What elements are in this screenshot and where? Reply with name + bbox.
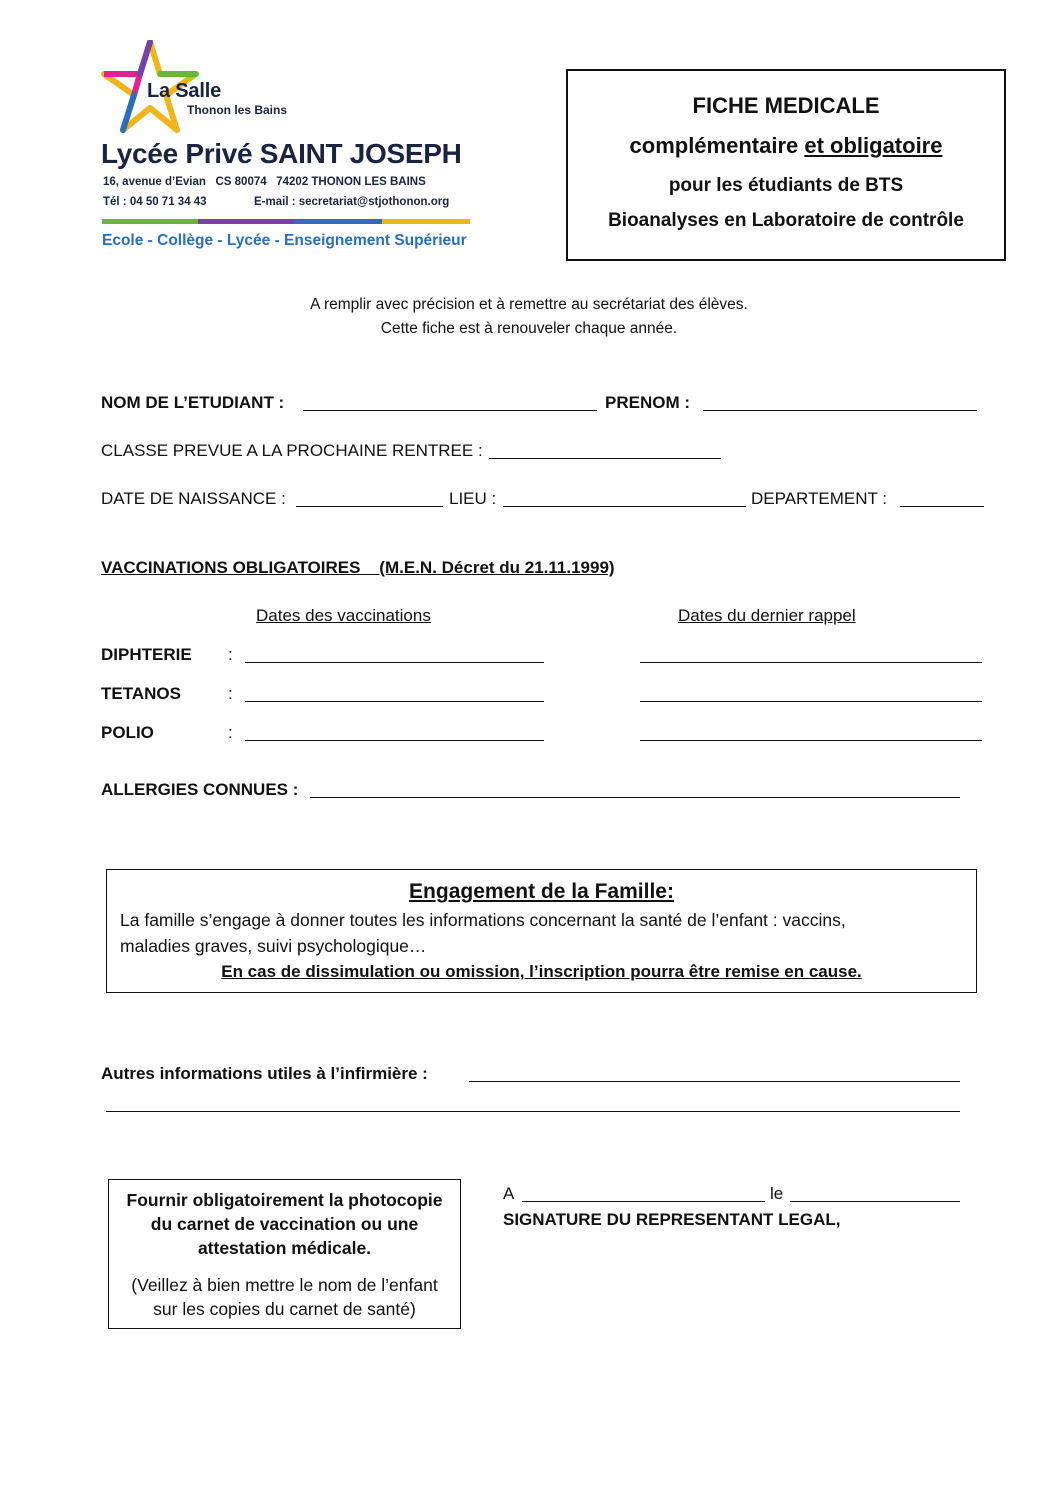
fournir-line-2: du carnet de vaccination ou une bbox=[150, 1214, 419, 1234]
date-naissance-label: DATE DE NAISSANCE : bbox=[101, 489, 286, 508]
departement-field[interactable] bbox=[900, 506, 984, 507]
allergies-field[interactable] bbox=[310, 797, 960, 798]
school-levels: Ecole - Collège - Lycée - Enseignement Supérieur bbox=[102, 232, 467, 249]
vaccine-sep: : bbox=[228, 723, 233, 742]
fournir-line-3: attestation médicale. bbox=[197, 1238, 372, 1258]
logo-brand-sub: Thonon les Bains bbox=[187, 103, 288, 117]
lieu-field[interactable] bbox=[503, 506, 746, 507]
fournir-box bbox=[108, 1179, 461, 1329]
allergies-label: ALLERGIES CONNUES : bbox=[101, 780, 299, 799]
polio-rappel-field[interactable] bbox=[640, 740, 982, 741]
engagement-title: Engagement de la Famille: bbox=[409, 880, 674, 903]
logo-color-bar-green bbox=[102, 219, 198, 224]
title-main: FICHE MEDICALE bbox=[692, 93, 880, 118]
autres-infos-field-2[interactable] bbox=[106, 1111, 960, 1112]
diphterie-rappel-field[interactable] bbox=[640, 662, 982, 663]
rappel-dates-header: Dates du dernier rappel bbox=[678, 606, 856, 625]
title-subtitle bbox=[568, 133, 1004, 159]
vaccination-dates-header: Dates des vaccinations bbox=[256, 606, 431, 625]
lieu-label: LIEU : bbox=[449, 489, 497, 508]
vaccine-sep: : bbox=[228, 645, 233, 664]
autres-infos-label: Autres informations utiles à l’infirmière : bbox=[101, 1064, 428, 1083]
signature-label: SIGNATURE DU REPRESENTANT LEGAL, bbox=[503, 1210, 841, 1229]
date-naissance-field[interactable] bbox=[296, 506, 443, 507]
signature-a-label: A bbox=[503, 1184, 515, 1203]
vaccine-name-polio: POLIO bbox=[101, 723, 154, 742]
school-email: E-mail : secretariat@stjothonon.org bbox=[254, 196, 450, 208]
nom-field[interactable] bbox=[303, 410, 597, 411]
logo-brand: La Salle bbox=[147, 80, 221, 102]
logo-color-bar-blue bbox=[294, 219, 382, 224]
departement-label: DEPARTEMENT : bbox=[751, 489, 888, 508]
tetanos-rappel-field[interactable] bbox=[640, 701, 982, 702]
nom-label: NOM DE L’ETUDIANT : bbox=[101, 393, 285, 412]
fournir-note-1: (Veillez à bien mettre le nom de l’enfant bbox=[131, 1275, 438, 1295]
signature-date-field[interactable] bbox=[790, 1201, 960, 1202]
engagement-text-2: maladies graves, suivi psychologique… bbox=[120, 936, 427, 956]
signature-le-label: le bbox=[770, 1184, 784, 1203]
logo-color-bar-purple bbox=[198, 219, 294, 224]
engagement-box bbox=[106, 869, 977, 993]
title-box bbox=[566, 69, 1006, 261]
vaccinations-heading: VACCINATIONS OBLIGATOIRES (M.E.N. Décret du 21.11.1999) bbox=[101, 558, 615, 577]
polio-vaccination-field[interactable] bbox=[245, 740, 544, 741]
prenom-field[interactable] bbox=[703, 410, 977, 411]
instruction-line-1: A remplir avec précision et à remettre au secrétariat des élèves. bbox=[310, 296, 748, 313]
tetanos-vaccination-field[interactable] bbox=[245, 701, 544, 702]
vaccine-name-diphterie: DIPHTERIE bbox=[101, 645, 192, 664]
instruction-line-2: Cette fiche est à renouveler chaque année. bbox=[380, 320, 678, 337]
vaccine-name-tetanos: TETANOS bbox=[101, 684, 181, 703]
title-program: Bioanalyses en Laboratoire de contrôle bbox=[608, 210, 964, 231]
title-audience: pour les étudiants de BTS bbox=[668, 175, 904, 196]
diphterie-vaccination-field[interactable] bbox=[245, 662, 544, 663]
school-address: 16, avenue d’Evian CS 80074 74202 THONON LES BAINS bbox=[103, 176, 426, 188]
signature-place-field[interactable] bbox=[522, 1201, 765, 1202]
school-phone: Tél : 04 50 71 34 43 bbox=[103, 196, 207, 208]
logo-color-bar-yellow bbox=[382, 219, 470, 224]
classe-field[interactable] bbox=[489, 458, 721, 459]
title-subtitle-b: et obligatoire bbox=[804, 133, 943, 158]
classe-label: CLASSE PREVUE A LA PROCHAINE RENTREE : bbox=[101, 441, 483, 460]
vaccine-sep: : bbox=[228, 684, 233, 703]
prenom-label: PRENOM : bbox=[605, 393, 690, 412]
fournir-line-1: Fournir obligatoirement la photocopie bbox=[126, 1190, 443, 1210]
autres-infos-field[interactable] bbox=[469, 1081, 960, 1082]
school-name: Lycée Privé SAINT JOSEPH bbox=[101, 138, 462, 169]
fournir-note-2: sur les copies du carnet de santé) bbox=[153, 1299, 416, 1319]
title-subtitle-a: complémentaire bbox=[629, 133, 805, 158]
engagement-warning: En cas de dissimulation ou omission, l’inscription pourra être remise en cause. bbox=[221, 962, 862, 981]
engagement-text-1: La famille s’engage à donner toutes les informations concernant la santé de l’enfant : vaccins, bbox=[120, 910, 846, 930]
